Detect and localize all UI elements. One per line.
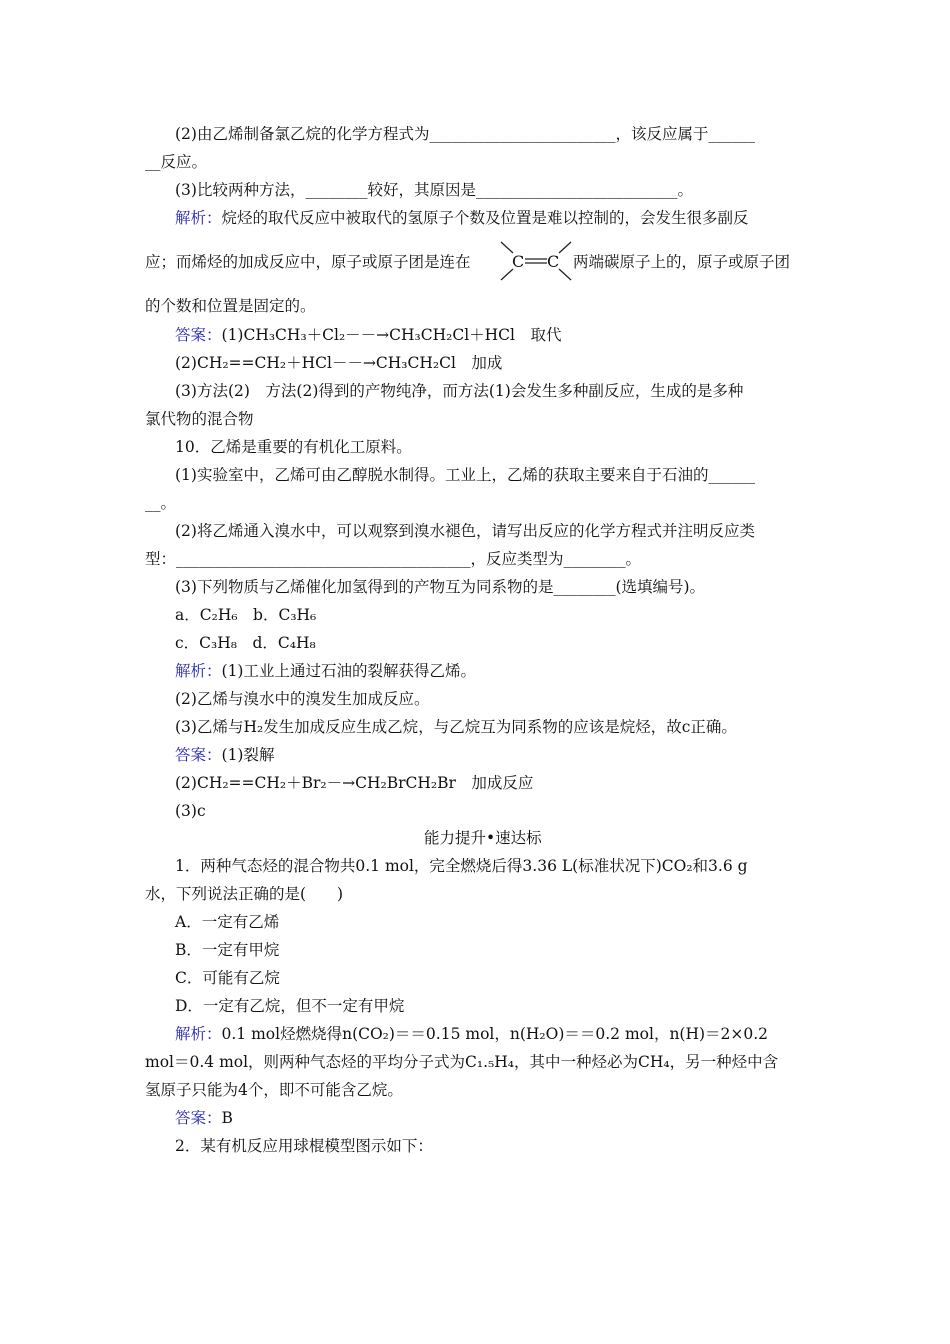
answer-text: (1)CH₃CH₃＋Cl₂－－→CH₃CH₂Cl＋HCl 取代 xyxy=(221,326,562,344)
p1-question-line2: 水，下列说法正确的是( ) xyxy=(145,885,344,903)
p1-analysis-line3: 氢原子只能为4个，即不可能含乙烷。 xyxy=(145,1081,403,1099)
analysis-text: 0.1 mol烃燃烧得n(CO₂)＝＝0.15 mol，n(H₂O)＝＝0.2 mol，n(H)＝2×0.2 xyxy=(221,1025,769,1043)
analysis-text: 烷烃的取代反应中被取代的氢原子个数及位置是难以控制的，会发生很多副反 xyxy=(221,209,749,227)
q10-answer-line1 xyxy=(175,745,274,765)
answer-label: 答案： xyxy=(175,1109,222,1127)
q9-analysis-line1 xyxy=(175,208,749,228)
q9-answer-line3: (3)方法(2) 方法(2)得到的产物纯净，而方法(1)会发生多种副反应，生成的是多种 xyxy=(175,382,744,400)
p1-question-line1: 1．两种气态烃的混合物共0.1 mol，完全燃烧后得3.36 L(标准状况下)CO₂和3.6 g xyxy=(175,857,748,875)
svg-text:C: C xyxy=(512,252,525,271)
p1-option-d: D．一定有乙烷，但不一定有甲烷 xyxy=(175,997,405,1015)
p1-option-b: B．一定有甲烷 xyxy=(175,941,280,959)
answer-text: B xyxy=(221,1109,233,1127)
p1-analysis-line2: mol＝0.4 mol，则两种气态烃的平均分子式为C₁.₅H₄，其中一种烃必为CH₄，另一种烃中含 xyxy=(145,1053,779,1071)
q10-title: 10．乙烯是重要的有机化工原料。 xyxy=(175,438,412,456)
answer-label: 答案： xyxy=(175,746,222,764)
analysis-label: 解析： xyxy=(175,662,222,680)
p1-option-a: A．一定有乙烯 xyxy=(175,913,280,931)
p2-question: 2．某有机反应用球棍模型图示如下： xyxy=(175,1137,433,1155)
q10-analysis-line2: (2)乙烯与溴水中的溴发生加成反应。 xyxy=(175,690,430,708)
p1-analysis-line1 xyxy=(175,1024,768,1044)
q9-part2-line2: __反应。 xyxy=(145,153,208,171)
q10-options-cd: c．C₃H₈ d．C₄H₈ xyxy=(175,634,316,652)
q10-answer-line2: (2)CH₂==CH₂＋Br₂－→CH₂BrCH₂Br 加成反应 xyxy=(175,774,534,792)
section-heading: 能力提升•速达标 xyxy=(424,829,542,847)
q9-answer-line2: (2)CH₂==CH₂＋HCl－－→CH₃CH₂Cl 加成 xyxy=(175,354,503,372)
q10-analysis-line3: (3)乙烯与H₂发生加成反应生成乙烷，与乙烷互为同系物的应该是烷烃，故c正确。 xyxy=(175,718,737,736)
q9-analysis-line2-left: 应；而烯烃的加成反应中，原子或原子团是连在 xyxy=(145,253,471,271)
q9-part3: (3)比较两种方法，________较好，其原因是__________________________。 xyxy=(175,181,693,199)
carbon-carbon-double-bond-structure xyxy=(498,238,574,284)
q9-answer-line4: 氯代物的混合物 xyxy=(145,410,254,428)
p1-answer xyxy=(175,1108,233,1128)
q10-part2-line2: 型：______________________________________，反应类型为________。 xyxy=(145,550,642,568)
p1-option-c: C．可能有乙烷 xyxy=(175,969,280,987)
analysis-label: 解析： xyxy=(175,1025,222,1043)
q10-part2-line1: (2)将乙烯通入溴水中，可以观察到溴水褪色，请写出反应的化学方程式并注明反应类 xyxy=(175,522,755,540)
analysis-text: (1)工业上通过石油的裂解获得乙烯。 xyxy=(221,662,476,680)
q9-part2-line1: (2)由乙烯制备氯乙烷的化学方程式为________________________，该反应属于______ xyxy=(175,125,755,143)
answer-text: (1)裂解 xyxy=(221,746,275,764)
q10-part3: (3)下列物质与乙烯催化加氢得到的产物互为同系物的是________(选填编号)。 xyxy=(175,578,706,596)
q10-part1-line1: (1)实验室中，乙烯可由乙醇脱水制得。工业上，乙烯的获取主要来自于石油的______ xyxy=(175,466,755,484)
q10-answer-line3: (3)c xyxy=(175,802,206,820)
q9-analysis-line2-right: 两端碳原子上的，原子或原子团 xyxy=(573,253,791,271)
q9-answer-line1 xyxy=(175,325,562,345)
answer-label: 答案： xyxy=(175,326,222,344)
svg-text:C: C xyxy=(547,252,560,271)
q10-options-ab: a．C₂H₆ b．C₃H₆ xyxy=(175,606,317,624)
q10-part1-line2: __。 xyxy=(145,494,177,512)
q9-analysis-line3: 的个数和位置是固定的。 xyxy=(145,297,316,315)
analysis-label: 解析： xyxy=(175,209,222,227)
q10-analysis-line1 xyxy=(175,661,476,681)
